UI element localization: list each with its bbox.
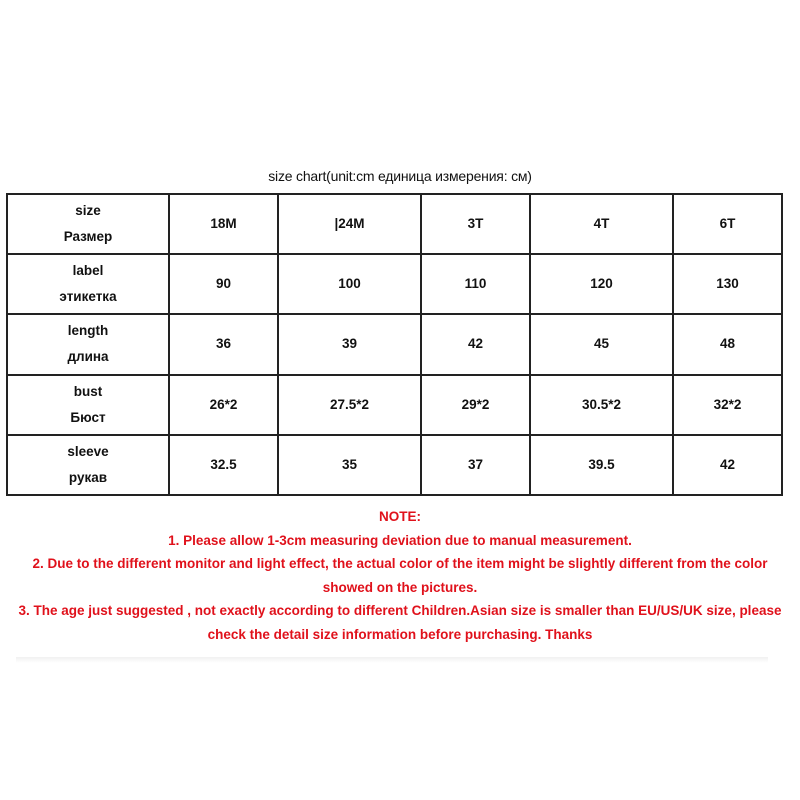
table-row bbox=[7, 375, 782, 435]
table-cell: 130 bbox=[673, 254, 782, 314]
table-cell: 37 bbox=[421, 435, 530, 495]
row-header bbox=[7, 254, 169, 314]
notes-heading: NOTE: bbox=[379, 509, 421, 524]
table-cell: |24M bbox=[278, 194, 421, 254]
table-cell: 32.5 bbox=[169, 435, 278, 495]
table-row bbox=[7, 194, 782, 254]
row-header bbox=[7, 375, 169, 435]
row-label-en: length bbox=[67, 323, 109, 339]
row-label-ru: длина bbox=[67, 349, 109, 365]
row-label-ru: рукав bbox=[68, 469, 108, 485]
table-cell: 100 bbox=[278, 254, 421, 314]
table-cell: 6T bbox=[673, 194, 782, 254]
table-cell: 4T bbox=[530, 194, 673, 254]
row-header bbox=[7, 314, 169, 374]
table-cell: 120 bbox=[530, 254, 673, 314]
table-cell: 42 bbox=[421, 314, 530, 374]
table-cell: 42 bbox=[673, 435, 782, 495]
row-label-ru: этикетка bbox=[59, 289, 117, 305]
note-2: 2. Due to the different monitor and light effect, the actual color of the item might be slightly different from the color showed on the pictures. bbox=[32, 556, 768, 595]
table-cell: 39 bbox=[278, 314, 421, 374]
table-cell: 45 bbox=[530, 314, 673, 374]
row-label-ru: Размер bbox=[63, 229, 113, 245]
table-row bbox=[7, 314, 782, 374]
table-cell: 90 bbox=[169, 254, 278, 314]
table-cell: 3T bbox=[421, 194, 530, 254]
size-chart-title: size chart(unit:cm единица измерения: см) bbox=[268, 168, 532, 184]
table-cell: 29*2 bbox=[421, 375, 530, 435]
table-row bbox=[7, 254, 782, 314]
notes-section bbox=[0, 505, 800, 646]
note-3: 3. The age just suggested , not exactly according to different Children.Asian size is smaller than EU/US/UK size, please check the detail size information before purchasing. Thanks bbox=[18, 603, 782, 642]
note-1: 1. Please allow 1-3cm measuring deviation due to manual measurement. bbox=[168, 532, 632, 548]
row-label-en: label bbox=[72, 263, 104, 279]
table-cell: 26*2 bbox=[169, 375, 278, 435]
row-header bbox=[7, 435, 169, 495]
table-cell: 32*2 bbox=[673, 375, 782, 435]
table-cell: 36 bbox=[169, 314, 278, 374]
row-label-en: sleeve bbox=[67, 443, 109, 459]
table-cell: 39.5 bbox=[530, 435, 673, 495]
row-label-en: bust bbox=[73, 383, 103, 399]
table-cell: 30.5*2 bbox=[530, 375, 673, 435]
table-cell: 35 bbox=[278, 435, 421, 495]
row-label-ru: Бюст bbox=[70, 409, 106, 425]
table-row bbox=[7, 435, 782, 495]
table-cell: 18M bbox=[169, 194, 278, 254]
row-label-en: size bbox=[75, 203, 101, 219]
size-chart-table bbox=[6, 193, 783, 496]
table-cell: 48 bbox=[673, 314, 782, 374]
table-cell: 27.5*2 bbox=[278, 375, 421, 435]
row-header bbox=[7, 194, 169, 254]
table-cell: 110 bbox=[421, 254, 530, 314]
bottom-divider bbox=[16, 657, 768, 663]
